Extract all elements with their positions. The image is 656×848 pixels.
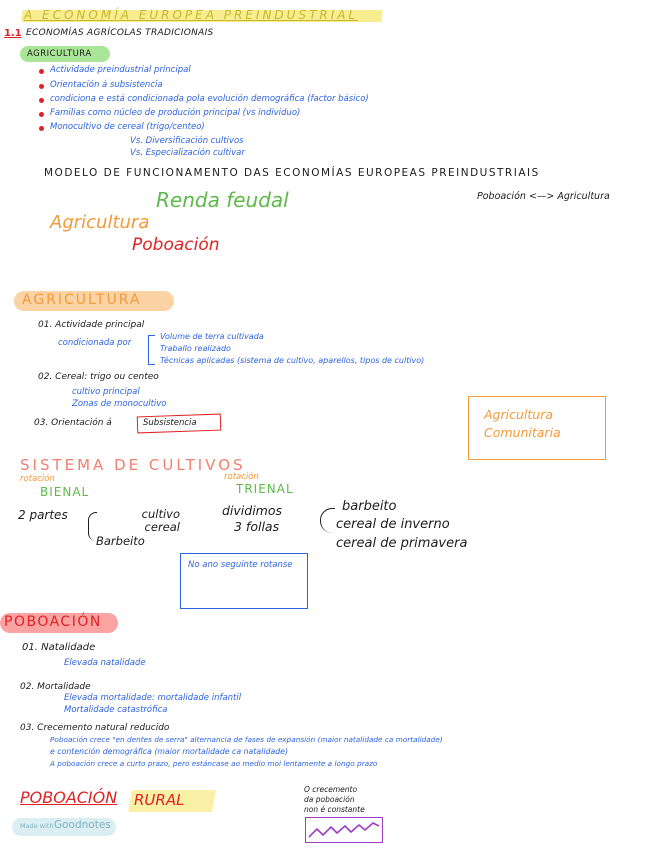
bullet-item: Familias como núcleo de produción principal (vs individuo) <box>50 108 301 118</box>
badge-brand: Goodnotes <box>54 819 111 831</box>
model-agricultura: Agricultura <box>50 212 150 233</box>
pob-item-1-sub: Elevada natalidade <box>64 658 146 668</box>
pob-item-2-title: 02. Mortalidade <box>20 682 91 692</box>
agri-item-2-title: 02. Cereal: trigo ou centeo <box>38 372 159 382</box>
agri-item-2-line: Zonas de monocultivo <box>72 399 167 409</box>
agricultura-comunitaria-label: Agricultura Comunitaria <box>484 407 561 440</box>
vs-line: Vs. Diversificación cultivos <box>130 136 244 146</box>
pob-item-2-line: Mortalidade catastrófica <box>64 705 168 715</box>
pob-item-3-line: A poboación crece a curto prazo, pero estáncase ao medio moi lentamente a longo prazo <box>50 759 378 768</box>
subsistencia-label: Subsistencia <box>143 418 197 428</box>
agri-cond-item: Traballo realizado <box>160 344 231 353</box>
pob-item-3-line: e contención demográfica (maior mortalidade ca natalidade) <box>50 747 289 756</box>
bienal-label: BIENAL <box>40 485 90 499</box>
bullet-dot <box>39 84 44 89</box>
trienal-left: 3 follas <box>234 519 280 534</box>
cultivos-heading: SISTEMA DE CULTIVOS <box>20 456 246 474</box>
page-title: A ECONOMÍA EUROPEA PREINDUSTRIAL <box>24 8 359 22</box>
vs-line: Vs. Especialización cultivar <box>130 148 245 158</box>
agri-item-1-cond: condicionada por <box>58 338 132 348</box>
rotation-note: No ano seguinte rotanse <box>188 560 293 570</box>
poboacion-rural-left: POBOACIÓN <box>20 788 118 807</box>
bullet-item: Monocultivo de cereal (trigo/centeo) <box>50 122 205 132</box>
pob-item-2-line: Elevada mortalidade: mortalidade infantil <box>64 693 242 703</box>
agri-item-2-line: cultivo principal <box>72 387 140 397</box>
agri-item-3-title: 03. Orientación á <box>34 418 112 428</box>
model-heading: MODELO DE FUNCIONAMENTO DAS ECONOMÍAS EUROPEAS PREINDUSTRIAIS <box>44 167 540 179</box>
poboacion-section-tag: POBOACIÓN <box>4 614 102 630</box>
agri-bracket <box>148 335 155 365</box>
pob-item-1-title: 01. Natalidade <box>22 642 96 653</box>
agricultura-tag: AGRICULTURA <box>27 49 92 59</box>
bienal-item: cultivo cereal <box>141 507 180 534</box>
agri-item-1-title: 01. Actividade principal <box>38 320 145 330</box>
bullet-item: condiciona e está condicionada pola evolución demográfica (factor básico) <box>50 94 369 104</box>
bullet-dot <box>39 126 44 131</box>
poboacion-rural-right: RURAL <box>134 791 185 809</box>
trienal-item: cereal de inverno <box>336 517 450 532</box>
bullet-item: Actividade preindustrial principal <box>50 65 191 75</box>
badge-made-with: Made with <box>20 822 54 830</box>
pob-item-3-title: 03. Crecemento natural reducido <box>20 723 170 733</box>
trienal-left: dividimos <box>222 503 283 518</box>
growth-note: da poboación <box>304 795 355 804</box>
growth-note: non é constante <box>304 805 365 814</box>
bienal-rotation-label: rotación <box>20 474 55 484</box>
trienal-item: barbeito <box>342 499 397 514</box>
bullet-dot <box>39 69 44 74</box>
section-heading: ECONOMÍAS AGRÍCOLAS TRADICIONAIS <box>26 28 214 38</box>
trienal-item: cereal de primavera <box>336 536 468 551</box>
trienal-rotation-label: rotación <box>224 472 259 482</box>
trienal-bracket <box>320 508 335 533</box>
renda-feudal: Renda feudal <box>156 188 289 212</box>
bullet-dot <box>39 112 44 117</box>
pob-item-3-line: Poboación crece "en dentes de serra" alternancia de fases de expansión (maior natalidade ca mortalidade) <box>50 735 443 744</box>
section-number: 1.1 <box>4 28 22 39</box>
model-poboacion: Poboación <box>132 235 220 255</box>
bullet-dot <box>39 98 44 103</box>
bienal-parts: 2 partes <box>18 508 68 522</box>
growth-note: O crecemento <box>304 785 358 794</box>
poboacion-agricultura-relation: Poboación <—> Agricultura <box>477 191 610 202</box>
agri-cond-item: Volume de terra cultivada <box>160 332 264 341</box>
zigzag-growth-icon <box>305 817 383 843</box>
bienal-item: Barbeito <box>96 534 145 548</box>
agri-cond-item: Técnicas aplicadas (sistema de cultivo, aparellos, tipos de cultivo) <box>160 356 425 365</box>
agricultura-section-tag: AGRICULTURA <box>22 292 142 308</box>
trienal-label: TRIENAL <box>236 482 294 496</box>
bullet-item: Orientación á subsistencia <box>50 80 163 90</box>
